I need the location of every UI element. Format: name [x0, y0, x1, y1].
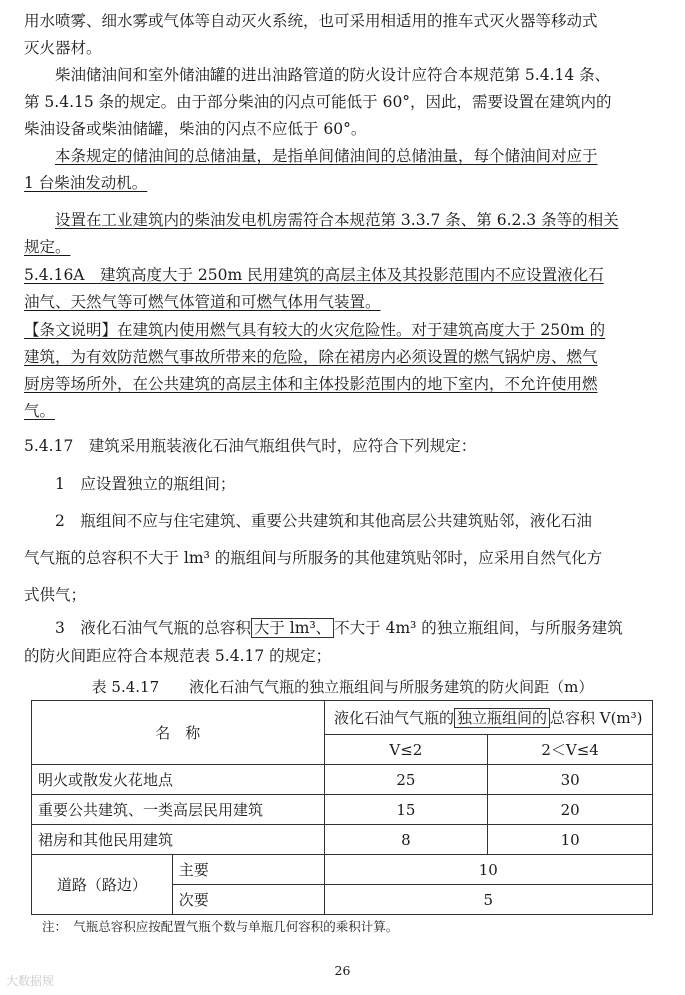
item-2-line3: 式供气； — [24, 586, 87, 604]
road-minor-label: 次要 — [172, 885, 324, 915]
row-name: 明火或散发火花地点 — [32, 765, 325, 795]
clause-5416a-line2: 油气、天然气等可燃气体管道和可燃气体用气装置。 — [24, 293, 381, 311]
road-main-label: 主要 — [172, 855, 324, 885]
p4-line2: 规定。 — [24, 238, 71, 256]
table-note: 注： 气瓶总容积应按配置气瓶个数与单瓶几何容积的乘积计算。 — [42, 919, 399, 934]
item-2-line2: 气气瓶的总容积不大于 lm³ 的瓶组间与所服务的其他建筑贴邻时，应采用自然气化方 — [24, 549, 603, 567]
row-name: 裙房和其他民用建筑 — [32, 825, 325, 855]
group-header-a: 液化石油气气瓶的 — [333, 709, 454, 727]
item-3-line2: 的防火间距应符合本规范表 5.4.17 的规定； — [24, 647, 332, 665]
row-name: 重要公共建筑、一类高层民用建筑 — [32, 795, 325, 825]
row-value-v1: 8 — [324, 825, 488, 855]
row-value-v1: 25 — [324, 765, 488, 795]
p2-line1: 柴油储油间和室外储油罐的进出油路管道的防火设计应符合本规范第 5.4.14 条、 — [55, 66, 611, 84]
table-row — [32, 765, 653, 795]
group-header-boxed: 独立瓶组间的 — [454, 708, 550, 728]
item-3-boxed-text: 大于 lm³、 — [251, 618, 334, 638]
p1-line2: 灭火器材。 — [24, 39, 102, 57]
row-value-v2: 20 — [488, 795, 653, 825]
item-3-text-b: 不大于 4m³ 的独立瓶组间，与所服务建筑 — [334, 619, 623, 637]
explain-line1: 【条文说明】在建筑内使用燃气具有较大的火灾危险性。对于建筑高度大于 250m 的 — [24, 321, 606, 339]
table-row-road-main — [32, 855, 653, 885]
p1-line1: 用水喷雾、细水雾或气体等自动灭火系统，也可采用相适用的推车式灭火器等移动式 — [24, 12, 598, 30]
page-number: 26 — [334, 963, 351, 978]
table-row — [32, 825, 653, 855]
p3-line1: 本条规定的储油间的总储油量，是指单间储油间的总储油量，每个储油间对应于 — [55, 147, 598, 165]
explain-line4: 气。 — [24, 402, 56, 420]
item-1: 1 应设置独立的瓶组间； — [55, 475, 236, 493]
item-2-line1: 2 瓶组间不应与住宅建筑、重要公共建筑和其他高层公共建筑贴邻，液化石油 — [55, 512, 592, 530]
table-header-row-1 — [32, 701, 653, 735]
item-3-line1 — [55, 617, 669, 639]
distance-table — [31, 700, 653, 915]
road-label: 道路（路边） — [32, 855, 173, 915]
explain-line3: 厨房等场所外，在公共建筑的高层主体和主体投影范围内的地下室内，不允许使用燃 — [24, 375, 598, 393]
watermark: 大数据规 — [6, 974, 55, 988]
table-row — [32, 795, 653, 825]
name-header: 名 称 — [32, 701, 325, 765]
group-header-b: 总容积 V(m³) — [549, 709, 643, 727]
p3-line2: 1 台柴油发动机。 — [24, 174, 148, 192]
volume-group-header — [324, 701, 653, 735]
row-value-v2: 10 — [488, 825, 653, 855]
clause-5416a-line1: 5.4.16A 建筑高度大于 250m 民用建筑的高层主体及其投影范围内不应设置液化石 — [24, 266, 604, 284]
row-value-v1: 15 — [324, 795, 488, 825]
p4-line1: 设置在工业建筑内的柴油发电机房需符合本规范第 3.3.7 条、第 6.2.3 条等的相关 — [55, 211, 619, 229]
item-3-text-a: 3 液化石油气气瓶的总容积 — [55, 619, 251, 637]
col-header-v1: V≤2 — [324, 735, 488, 765]
p2-line3: 柴油设备或柴油储罐，柴油的闪点不应低于 60°。 — [24, 120, 367, 138]
clause-5417: 5.4.17 建筑采用瓶装液化石油气瓶组供气时，应符合下列规定： — [24, 437, 477, 455]
row-value-v2: 30 — [488, 765, 653, 795]
explain-line2: 建筑，为有效防范燃气事故所带来的危险，除在裙房内必须设置的燃气锅炉房、燃气 — [24, 348, 598, 366]
road-main-value: 10 — [324, 855, 653, 885]
road-minor-value: 5 — [324, 885, 653, 915]
p2-line2: 第 5.4.15 条的规定。由于部分柴油的闪点可能低于 60°，因此，需要设置在建筑内的 — [24, 93, 612, 111]
table-caption: 表 5.4.17 液化石油气气瓶的独立瓶组间与所服务建筑的防火间距（m） — [91, 678, 594, 696]
col-header-v2: 2＜V≤4 — [488, 735, 653, 765]
